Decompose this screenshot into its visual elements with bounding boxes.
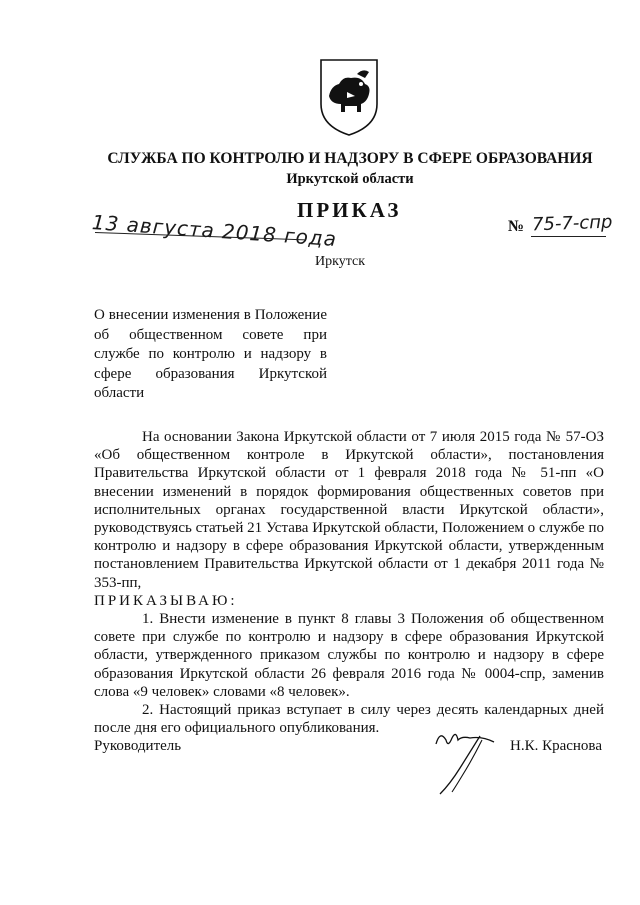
order-item-2: 2. Настоящий приказ вступает в силу через десять календарных дней после дня его официального опубликования. — [94, 702, 604, 737]
order-word: ПРИКАЗЫВАЮ: — [94, 592, 238, 609]
document-body — [94, 428, 604, 737]
handwritten-date: 13 августа 2018 года — [91, 210, 338, 252]
coat-of-arms-icon — [317, 56, 381, 138]
handwritten-signature-icon — [430, 722, 510, 802]
organization-line-1: СЛУЖБА ПО КОНТРОЛЮ И НАДЗОРУ В СФЕРЕ ОБРАЗОВАНИЯ — [107, 150, 593, 167]
document-subject: О внесении изменения в Положение об общественном совете при службе по контролю и надзору в сфере образования Иркутской области — [94, 307, 327, 401]
signer-name: Н.К. Краснова — [510, 738, 602, 754]
number-underline — [531, 236, 606, 237]
organization-line-2: Иркутской области — [286, 171, 414, 187]
document-type-heading: ПРИКАЗ — [297, 198, 402, 222]
handwritten-document-number: 75-7-спр — [531, 211, 613, 236]
city-name: Иркутск — [314, 254, 366, 269]
organization-name — [40, 149, 640, 189]
preamble-paragraph: На основании Закона Иркутской области от 7 июля 2015 года № 57-ОЗ «Об общественном контроле в Иркутской области», постановления Правительства Иркутской области от 1 февраля 2018 года № 51-пп «О внесении изменений в порядок формирования общественных советов при исполнительных органах государственной власти Иркутской области», руководствуясь статьей 21 Устава Иркутской области, Положением о службе по контролю и надзору в сфере образования Иркутской области, утвержденным постановлением Правительства Иркутской области от 1 декабря 2011 года № 353-пп, — [94, 429, 604, 591]
order-item-1: 1. Внести изменение в пункт 8 главы 3 Положения об общественном совете при службе по контролю и надзору в сфере образования Иркутской области, утвержденного приказом службы по контролю и надзору в сфере образования Иркутской области 26 февраля 2016 года № 0004-спр, заменив слова «9 человек» словами «8 человек». — [94, 611, 604, 700]
signer-title: Руководитель — [94, 738, 182, 754]
document-number-label: № — [508, 218, 525, 235]
